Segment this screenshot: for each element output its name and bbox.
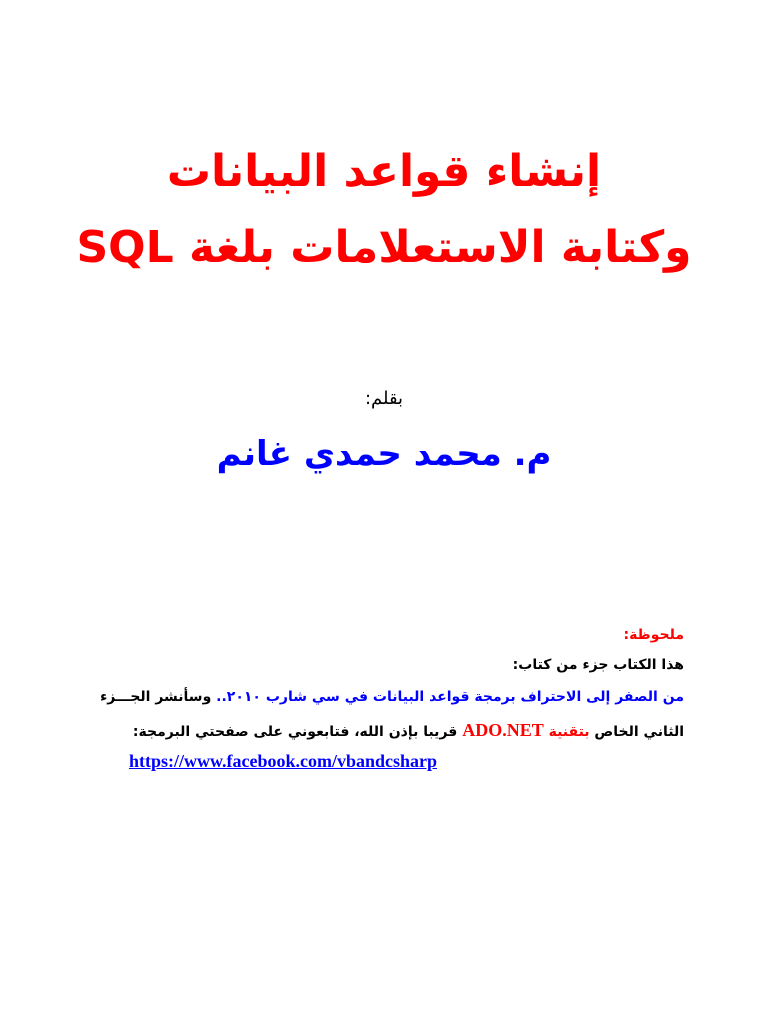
byline-label: بقلم: <box>364 388 404 409</box>
note-line-1: هذا الكتاب جزء من كتاب: <box>512 657 684 673</box>
book-title-text: من الصفر إلى الاحتراف برمجة قواعد البيانات في سي شارب ٢٠١٠.. <box>216 689 684 705</box>
note-line-2-tail: وسأنشر الجـــزء <box>100 689 217 705</box>
note-line-3 <box>84 715 684 747</box>
facebook-link[interactable]: https://www.facebook.com/vbandcsharp <box>128 751 437 771</box>
author-name: م. محمد حمدي غانم <box>216 434 552 474</box>
note-line-3-end: قريبا بإذن الله، فتابعوني على صفحتي البرمجة: <box>132 724 463 740</box>
note-line-3-start: الثاني الخاص <box>589 724 684 740</box>
title-line-2: وكتابة الاستعلامات بلغة SQL <box>76 222 692 273</box>
note-line-2 <box>84 682 684 712</box>
adonet-text: ADO.NET <box>462 720 544 740</box>
note-label: ملحوظة: <box>623 627 684 643</box>
title-line-1: إنشاء قواعد البيانات <box>166 146 602 197</box>
note-line-3-tech-label: بتقنية <box>543 724 590 740</box>
